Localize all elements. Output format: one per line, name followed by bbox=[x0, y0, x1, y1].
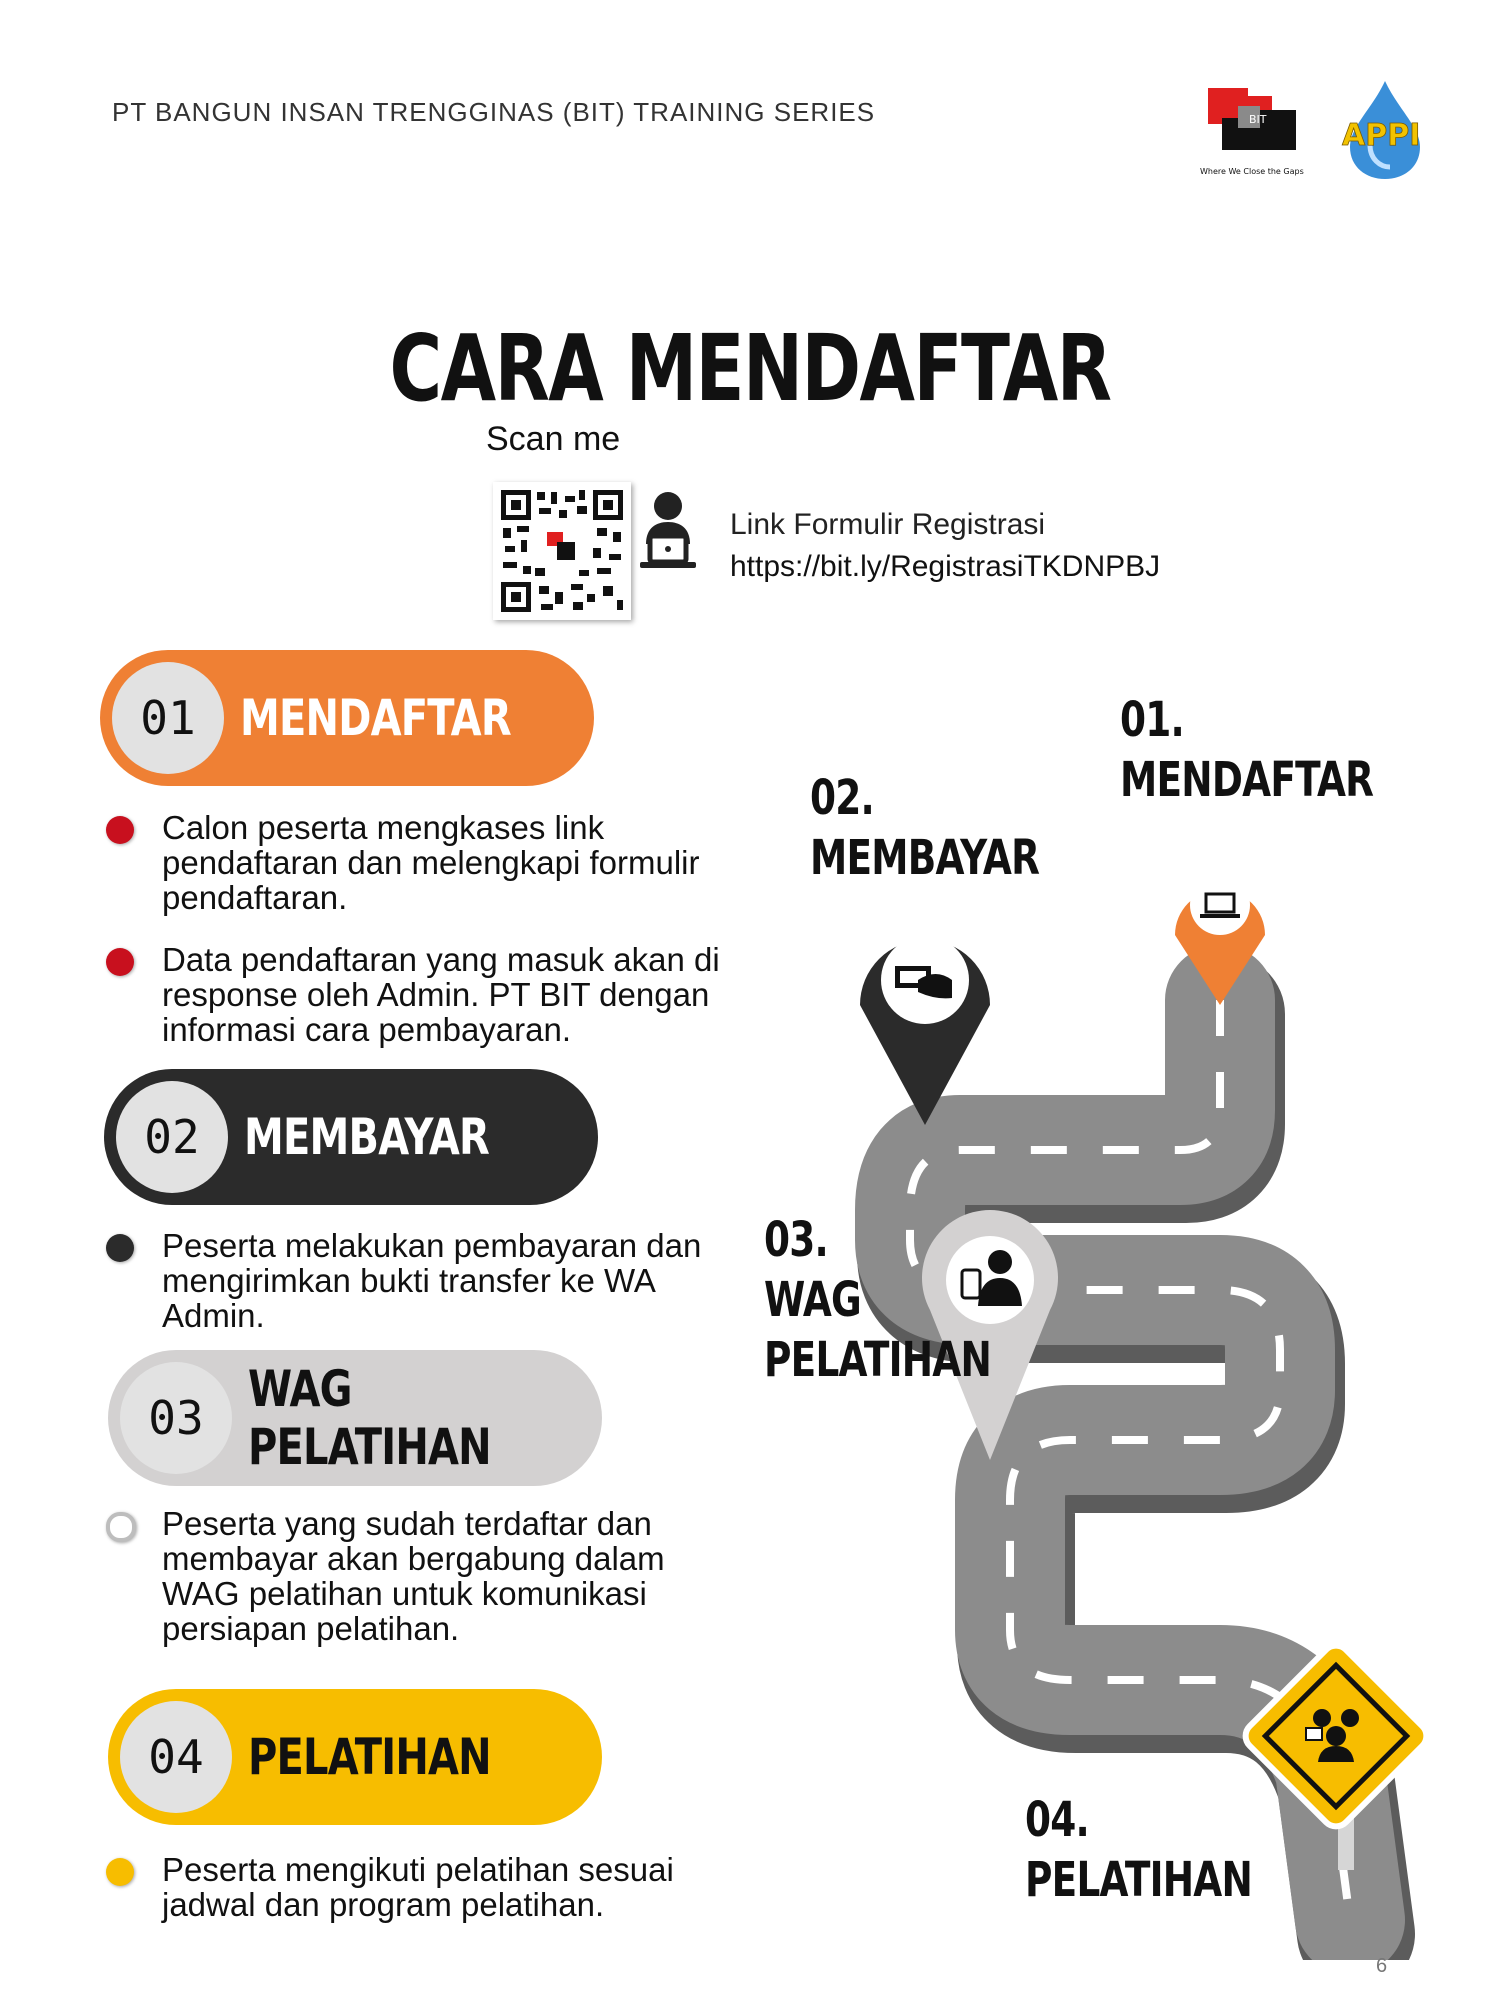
page-title: CARA MENDAFTAR bbox=[389, 315, 1111, 422]
step-4-bullet-1: Peserta mengikuti pelatihan sesuai jadwal dan program pelatihan. bbox=[162, 1851, 674, 1923]
step-4-number: 04 bbox=[120, 1701, 232, 1813]
bit-logo bbox=[1196, 80, 1316, 180]
step-4-pill bbox=[108, 1689, 602, 1825]
bullet-dot bbox=[106, 948, 134, 976]
road-label-03-text-1: WAG bbox=[764, 1272, 861, 1328]
series-title: PT BANGUN INSAN TRENGGINAS (BIT) TRAINING SERIES bbox=[112, 97, 876, 127]
step-1-pill bbox=[100, 650, 594, 786]
svg-text:BIT: BIT bbox=[1249, 113, 1267, 126]
step-3-pill bbox=[108, 1350, 602, 1486]
road-label-04-text: PELATIHAN bbox=[1025, 1852, 1253, 1908]
road-label-04-num: 04. bbox=[1025, 1792, 1089, 1848]
road-label-01 bbox=[1120, 690, 1373, 810]
step-2-bullet-1: Peserta melakukan pembayaran dan mengirimkan bukti transfer ke WA Admin. bbox=[162, 1227, 702, 1334]
step-2-number: 02 bbox=[116, 1081, 228, 1193]
bullet-dot bbox=[106, 1512, 136, 1542]
step-1-bullet-2: Data pendaftaran yang masuk akan di response oleh Admin. PT BIT dengan informasi cara pembayaran. bbox=[162, 941, 720, 1048]
road-label-03 bbox=[764, 1210, 991, 1390]
link-form-label: Link Formulir Registrasi bbox=[730, 508, 1046, 541]
road-label-04 bbox=[1025, 1790, 1252, 1910]
qr-code[interactable] bbox=[493, 482, 631, 620]
bullet-dot bbox=[106, 1234, 134, 1262]
step-1-number: 01 bbox=[112, 662, 224, 774]
step-2-title: MEMBAYAR bbox=[244, 1108, 490, 1166]
road-label-01-text: MENDAFTAR bbox=[1120, 752, 1374, 808]
step-1-bullet-1: Calon peserta mengkases link pendaftaran dan melengkapi formulir pendaftaran. bbox=[162, 809, 700, 916]
step-3-number: 03 bbox=[120, 1362, 232, 1474]
road-label-02-text: MEMBAYAR bbox=[810, 830, 1040, 886]
step-3-bullet-1: Peserta yang sudah terdaftar dan membayar akan bergabung dalam WAG pelatihan untuk komunikasi persiapan pelatihan. bbox=[162, 1505, 665, 1647]
registration-link[interactable]: https://bit.ly/RegistrasiTKDNPBJ bbox=[730, 550, 1161, 583]
appi-logo bbox=[1340, 75, 1430, 185]
step-2-pill bbox=[104, 1069, 598, 1205]
road-label-02-num: 02. bbox=[810, 770, 874, 826]
scan-me-label: Scan me bbox=[486, 420, 621, 458]
svg-text:Where We Close the Gaps: Where We Close the Gaps bbox=[1200, 167, 1304, 176]
road-label-02 bbox=[810, 768, 1039, 888]
step-4-title: PELATIHAN bbox=[248, 1728, 491, 1786]
road-label-01-num: 01. bbox=[1120, 692, 1184, 748]
step-1-title: MENDAFTAR bbox=[240, 689, 511, 747]
road-label-03-text-2: PELATIHAN bbox=[764, 1332, 992, 1388]
user-laptop-icon bbox=[638, 490, 698, 570]
bullet-dot bbox=[106, 816, 134, 844]
road-label-03-num: 03. bbox=[764, 1212, 828, 1268]
step-3-title: WAG PELATIHAN bbox=[248, 1360, 491, 1476]
svg-text:APPI: APPI bbox=[1342, 118, 1421, 153]
page-number: 6 bbox=[1376, 1955, 1388, 1977]
bullet-dot bbox=[106, 1858, 134, 1886]
